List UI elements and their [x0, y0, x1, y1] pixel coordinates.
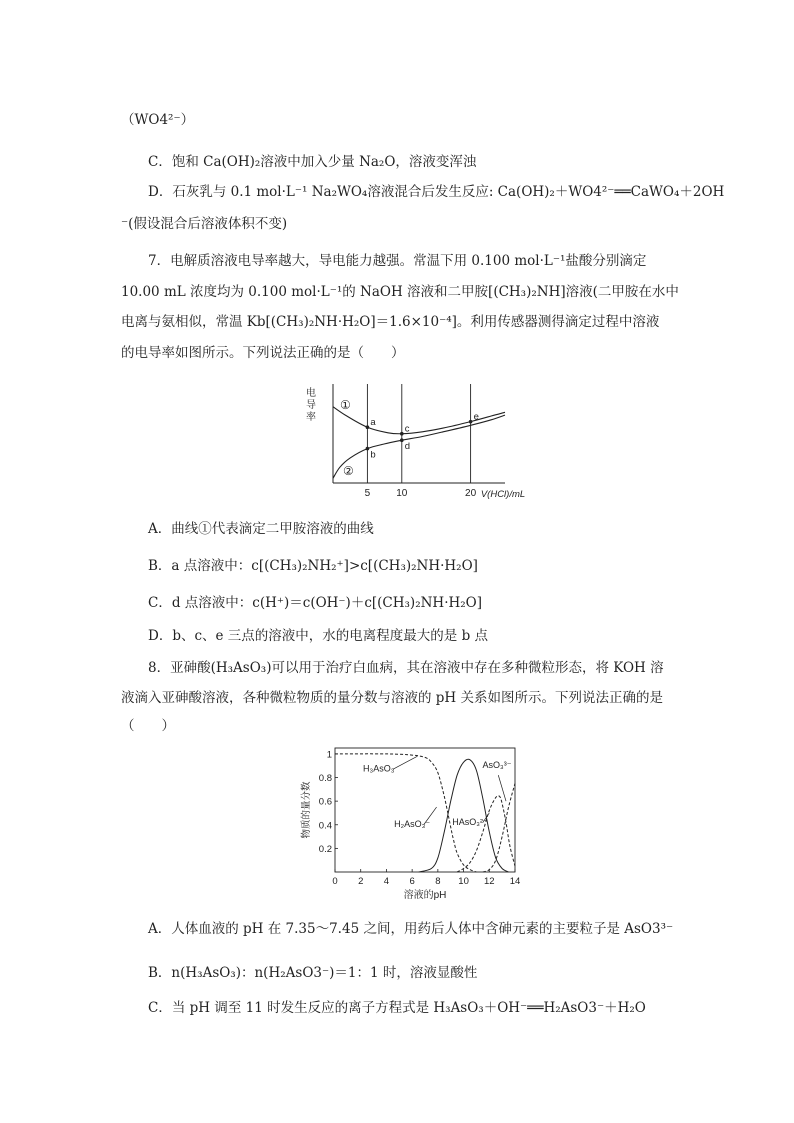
text-line: B．n(H₃AsO₃)：n(H₂AsO3⁻)＝1：1 时，溶液显酸性	[148, 965, 478, 981]
point-label: c	[404, 423, 410, 435]
x-tick-label: 5	[364, 488, 371, 499]
text-line: C．d 点溶液中：c(H⁺)＝c(OH⁻)＋c[(CH₃)₂NH·H₂O]	[148, 595, 482, 611]
series-line-1	[333, 407, 505, 434]
species-label: H₂AsO₃⁻	[394, 819, 431, 830]
x-tick-label: 8	[435, 876, 441, 887]
point-marker	[469, 420, 473, 424]
y-axis-label: 物质的量分数	[301, 781, 312, 839]
y-tick-label: 0.8	[318, 773, 332, 785]
x-tick-label: 2	[358, 876, 364, 887]
text-line: 8．亚砷酸(H₃AsO₃)可以用于治疗白血病，其在溶液中存在多种微粒形态，将 KOH 溶	[148, 660, 664, 676]
point-label: b	[370, 449, 376, 461]
text-line: 10.00 mL 浓度均为 0.100 mol·L⁻¹的 NaOH 溶液和二甲胺[(CH₃)₂NH]溶液(二甲胺在水中	[121, 284, 679, 300]
text-line: 的电导率如图所示。下列说法正确的是（ ）	[121, 345, 405, 361]
text-line: C．当 pH 调至 11 时发生反应的离子方程式是 H₃AsO₃＋OH⁻══H₂AsO3⁻＋H₂O	[148, 1000, 646, 1016]
x-tick-label: 10	[458, 876, 469, 887]
point-marker	[400, 438, 404, 442]
series-curve-2	[419, 759, 509, 872]
y-tick-label: 0.6	[318, 796, 332, 808]
y-axis-label: 电导率	[306, 388, 316, 423]
y-tick-label: 0.2	[318, 843, 332, 855]
conductivity-chart	[300, 380, 526, 500]
y-tick-label: 0.4	[318, 820, 332, 832]
text-line: B．a 点溶液中：c[(CH₃)₂NH₂⁺]>c[(CH₃)₂NH·H₂O]	[148, 558, 478, 574]
text-line: ⁻(假设混合后溶液体积不变)	[121, 216, 288, 232]
x-axis-label: 溶液的pH	[403, 890, 447, 901]
point-label: e	[473, 411, 479, 423]
x-tick-label: 20	[465, 488, 477, 499]
series-curve-1	[335, 754, 476, 872]
label-leader-line	[393, 756, 417, 769]
x-tick-label: 0	[332, 876, 338, 887]
point-marker	[400, 432, 404, 436]
text-line: 液滴入亚砷酸溶液，各种微粒物质的量分数与溶液的 pH 关系如图所示。下列说法正确的是	[121, 690, 663, 706]
series-curve-3	[457, 796, 515, 872]
y-tick-label: 1	[326, 749, 332, 761]
series-line-2	[333, 415, 505, 478]
point-label: d	[404, 441, 411, 453]
x-tick-label: 14	[509, 876, 521, 887]
series-label-2: ②	[343, 463, 354, 478]
text-line: A．曲线①代表滴定二甲胺溶液的曲线	[148, 521, 374, 537]
x-tick-label: 6	[409, 876, 415, 887]
text-line: D．石灰乳与 0.1 mol·L⁻¹ Na₂WO₄溶液混合后发生反应: Ca(OH)₂＋WO4²⁻══CaWO₄＋2OH	[148, 184, 725, 200]
x-axis-label: V(HCl)/mL	[480, 489, 526, 500]
series-label-1: ①	[340, 397, 351, 412]
point-marker	[366, 425, 370, 429]
point-label: a	[370, 417, 376, 429]
label-leader-line	[424, 807, 437, 825]
text-line: A．人体血液的 pH 在 7.35～7.45 之间，用药后人体中含砷元素的主要粒子是 AsO3³⁻	[148, 921, 674, 937]
text-line: C．饱和 Ca(OH)₂溶液中加入少量 Na₂O，溶液变浑浊	[148, 154, 477, 170]
x-tick-label: 10	[396, 488, 408, 499]
text-line: 电离与氨相似，常温 Kb[(CH₃)₂NH·H₂O]＝1.6×10⁻⁴]。利用传感器测得滴定过程中溶液	[121, 314, 660, 330]
x-tick-label: 4	[383, 876, 390, 887]
series-curve-4	[483, 783, 515, 872]
point-marker	[366, 447, 370, 451]
species-label: H₃AsO₃	[363, 763, 395, 774]
text-line: （ ）	[121, 718, 175, 734]
text-line: D．b、c、e 三点的溶液中，水的电离程度最大的是 b 点	[148, 628, 489, 644]
x-tick-label: 12	[483, 876, 495, 887]
text-line: 7．电解质溶液电导率越大，导电能力越强。常温下用 0.100 mol·L⁻¹盐酸分别滴定	[148, 253, 647, 269]
species-label: AsO₃³⁻	[482, 760, 512, 771]
species-label: HAsO₃²⁻	[452, 816, 488, 827]
text-line: （WO4²⁻）	[121, 112, 195, 128]
fraction-vs-ph-chart	[300, 740, 535, 905]
label-leader-line	[498, 775, 506, 801]
